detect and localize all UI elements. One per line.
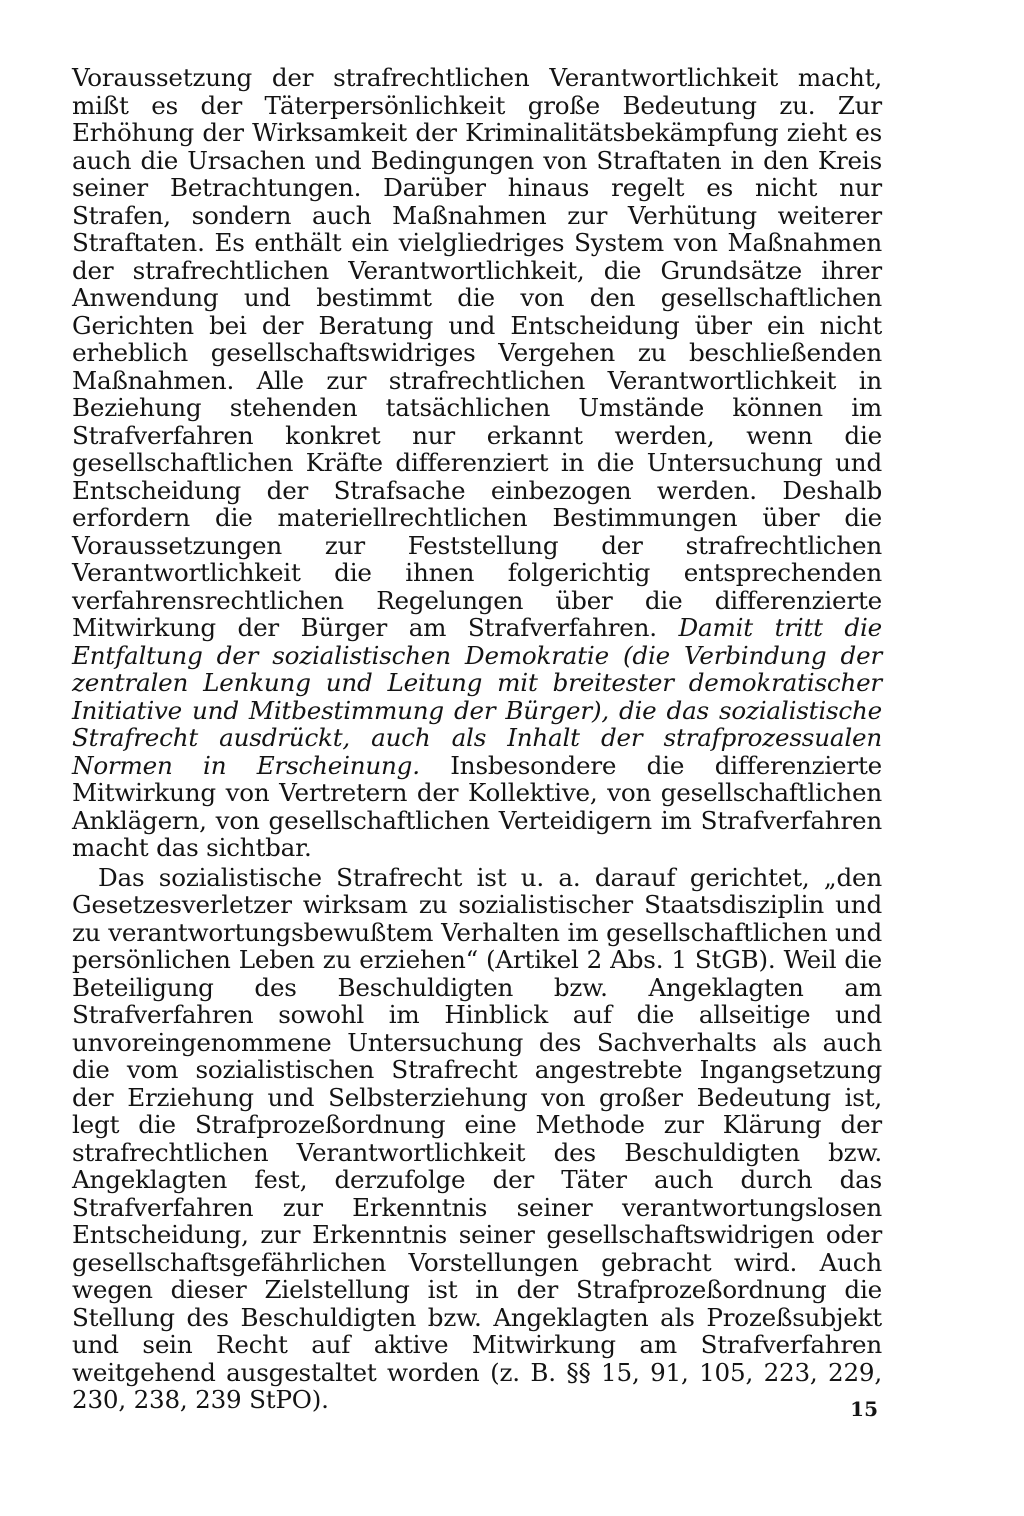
paragraph-2-text: Das sozialistische Strafrecht ist u. a. darauf gerichtet, „den Gesetzesverletzer wirksam zu sozialistischer Staatsdisziplin und zu verantwortungsbewußtem Verhalten im gesellschaftlichen und persönlichen Leben zu erziehen“ (Artikel 2 Abs. 1 StGB). Weil die Beteiligung des Beschuldigten bzw. Angeklagten am Strafverfahren sowohl im Hinblick auf die allseitige und unvoreingenommene Untersuchung des Sachverhalts als auch die vom sozialistischen Strafrecht angestrebte Ingangsetzung der Erziehung und Selbsterziehung von großer Bedeutung ist, legt die Strafprozeßordnung eine Methode zur Klärung der strafrechtlichen Verantwortlichkeit des Beschuldigten bzw. Angeklagten fest, derzufolge der Täter auch durch das Strafverfahren zur Erkenntnis seiner verantwortungslosen Entscheidung, zur Erkenntnis seiner gesellschaftswidrigen oder gesellschaftsgefährlichen Vorstellungen gebracht wird. Auch wegen dieser Zielstellung ist in der Strafprozeßordnung die Stellung des Beschuldigten bzw. Angeklagten als Prozeßsubjekt und sein Recht auf aktive Mitwirkung am Strafverfahren weitgehend ausgestaltet worden (z. B. §§ 15, 91, 105, 223, 229, 230, 238, 239 StPO). — [72, 862, 882, 1414]
paragraph-1-emphasis: Damit tritt die Entfaltung der sozialistischen Demokratie (die Verbindung der zentralen Lenkung und Leitung mit breitester demokratischer Initiative und Mitbestimmung der Bürger), die das sozialistische Strafrecht ausdrückt, auch als Inhalt der strafprozessualen Normen in Erscheinung. — [72, 613, 882, 780]
paragraph-2 — [72, 864, 882, 1414]
page-body — [72, 64, 882, 1444]
page-number: 15 — [850, 1397, 878, 1421]
paragraph-1 — [72, 64, 882, 862]
paragraph-1-text-b: Insbesondere die differenzierte Mitwirkung von Vertretern der Kollektive, von gesellschaftlichen Anklägern, von gesellschaftlichen Verteidigern im Strafverfahren macht das sichtbar. — [72, 750, 882, 862]
paragraph-1-text-a: Voraussetzung der strafrechtlichen Verantwortlichkeit macht, mißt es der Täterpersönlichkeit große Bedeutung zu. Zur Erhöhung der Wirksamkeit der Kriminalitätsbekämpfung zieht es auch die Ursachen und Bedingungen von Straftaten in den Kreis seiner Betrachtungen. Darüber hinaus regelt es nicht nur Strafen, sondern auch Maßnahmen zur Verhütung weiterer Straftaten. Es enthält ein vielgliedriges System von Maßnahmen der strafrechtlichen Verantwortlichkeit, die Grundsätze ihrer Anwendung und bestimmt die von den gesellschaftlichen Gerichten bei der Beratung und Entscheidung über ein nicht erheblich gesellschaftswidriges Vergehen zu beschließenden Maßnahmen. Alle zur strafrechtlichen Verantwortlichkeit in Beziehung stehenden tatsächlichen Umstände können im Strafverfahren konkret nur erkannt werden, wenn die gesellschaftlichen Kräfte differenziert in die Untersuchung und Entscheidung der Strafsache einbezogen werden. Deshalb erfordern die materiellrechtlichen Bestimmungen über die Voraussetzungen zur Feststellung der strafrechtlichen Verantwortlichkeit die ihnen folgerichtig entsprechenden verfahrensrechtlichen Regelungen über die differenzierte Mitwirkung der Bürger am Strafverfahren. — [72, 63, 882, 642]
